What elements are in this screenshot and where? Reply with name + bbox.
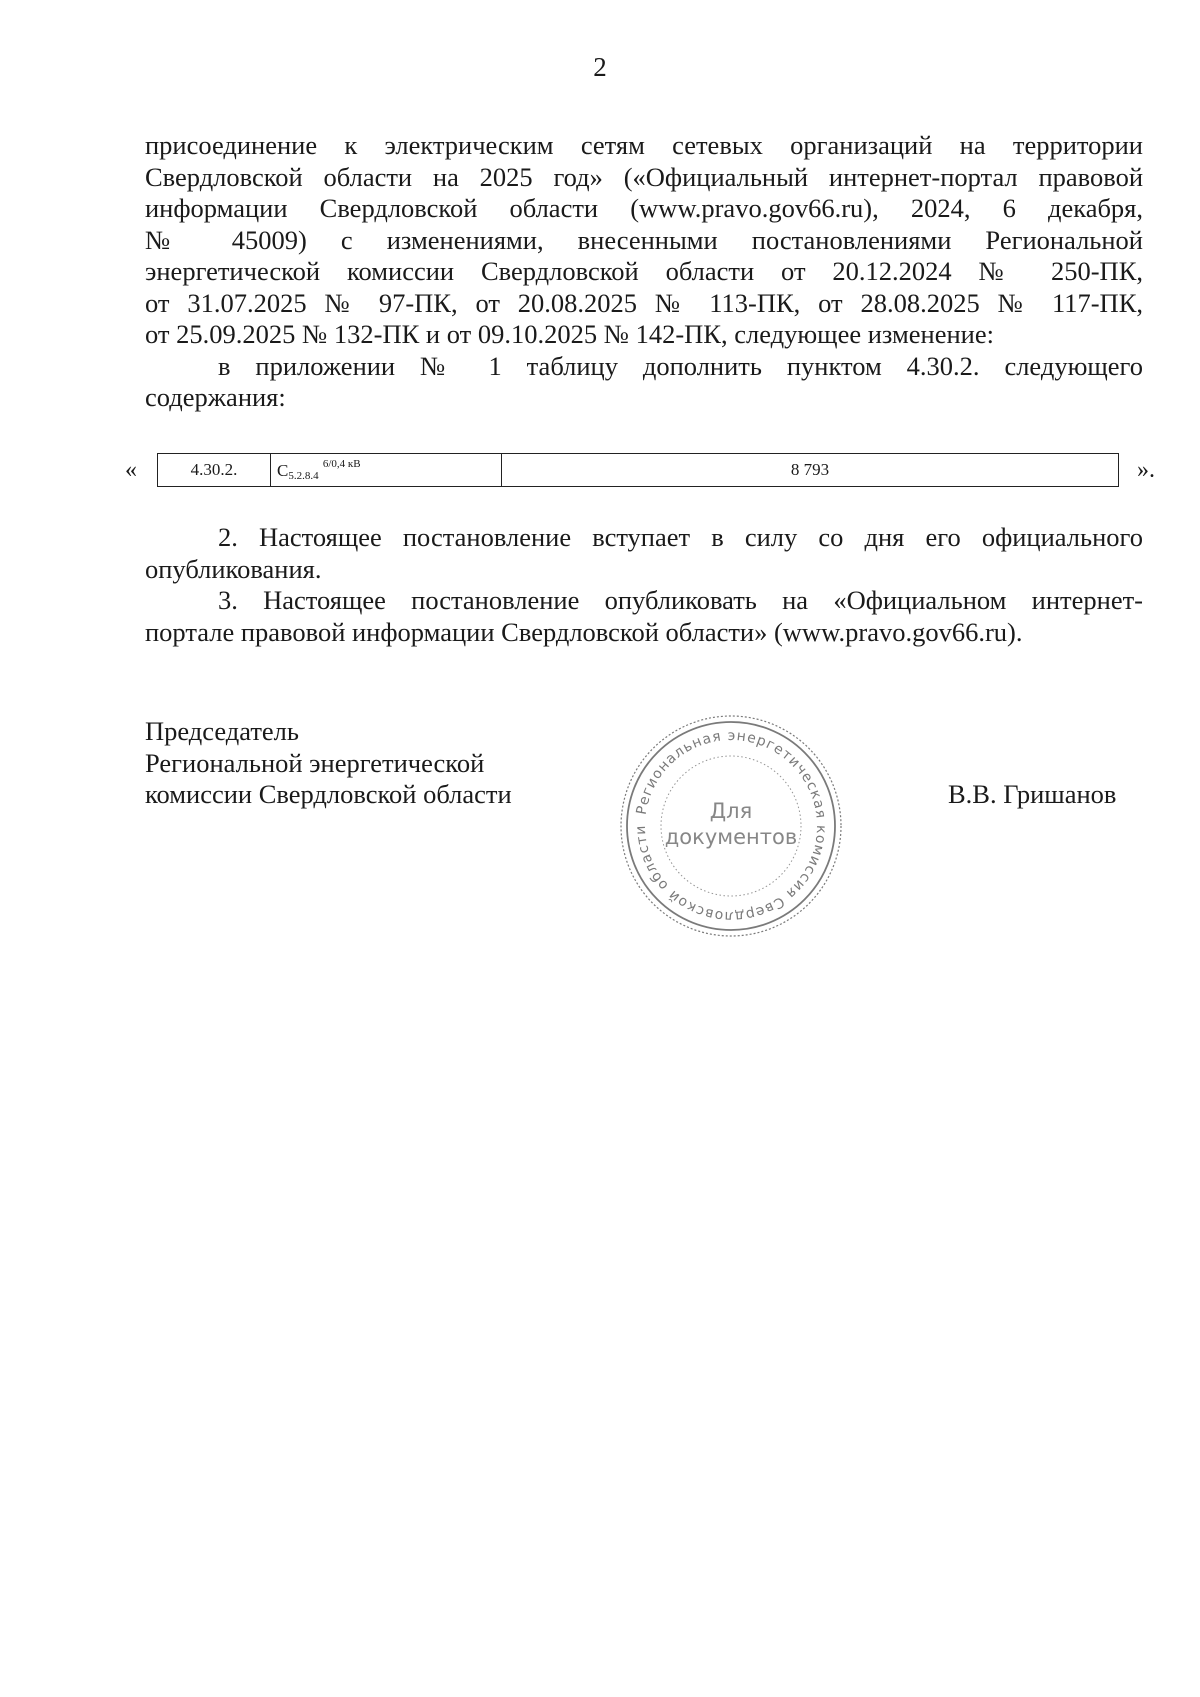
position-line: комиссии Свердловской области	[145, 779, 512, 809]
position-line: Председатель	[145, 716, 299, 746]
inserted-table-block	[125, 453, 1155, 487]
text-line: от 31.07.2025 № 97-ПК, от 20.08.2025 № 113-ПК, от 28.08.2025 № 117-ПК,	[145, 287, 1143, 318]
text-line: № 45009) с изменениями, внесенными постановлениями Региональной	[145, 224, 1143, 255]
item-number-cell: 4.30.2.	[158, 454, 271, 487]
clause-line: портале правовой информации Свердловской области» (www.pravo.gov66.ru).	[145, 616, 1023, 647]
clauses	[145, 522, 1143, 648]
signer-name: В.В. Гришанов	[948, 779, 1117, 809]
rate-symbol: C	[277, 461, 289, 480]
rate-subscript: 5.2.8.4	[288, 470, 319, 482]
text-line: от 25.09.2025 № 132-ПК и от 09.10.2025 № 142-ПК, следующее изменение:	[145, 319, 994, 349]
rate-value-cell: 8 793	[502, 454, 1119, 487]
clause-line: 3. Настоящее постановление опубликовать на «Официальном интернет-	[218, 585, 1143, 615]
seal-center-line2: документов	[664, 825, 798, 849]
rate-symbol-cell	[271, 454, 502, 487]
text-line: Свердловской области на 2025 год» («Официальный интернет-портал правовой	[145, 161, 1143, 192]
clause-line: 2. Настоящее постановление вступает в силу со дня его официального	[218, 522, 1143, 552]
text-line: энергетической комиссии Свердловской области от 20.12.2024 № 250-ПК,	[145, 256, 1143, 286]
text-line: информации Свердловской области (www.pravo.gov66.ru), 2024, 6 декабря,	[145, 193, 1143, 223]
open-quote: «	[125, 457, 137, 483]
inserted-table	[157, 453, 1119, 487]
seal-outer-text: Региональная энергетическая комиссия Свердловской области	[632, 727, 830, 925]
amendment-line: содержания:	[145, 382, 286, 412]
rate-superscript: 6/0,4 кВ	[322, 458, 361, 470]
official-seal	[615, 710, 847, 942]
amendment-line: в приложении № 1 таблицу дополнить пунктом 4.30.2. следующего	[218, 350, 1143, 381]
page-number: 2	[593, 52, 607, 82]
close-quote: ».	[1137, 457, 1155, 483]
seal-center-line1: Для	[709, 799, 753, 823]
intro-paragraph	[145, 130, 1143, 414]
signature-position	[145, 716, 512, 811]
position-line: Региональной энергетической	[145, 747, 485, 778]
clause-line: опубликования.	[145, 553, 322, 584]
table-row	[158, 454, 1119, 487]
text-line: присоединение к электрическим сетям сетевых организаций на территории	[145, 130, 1143, 160]
